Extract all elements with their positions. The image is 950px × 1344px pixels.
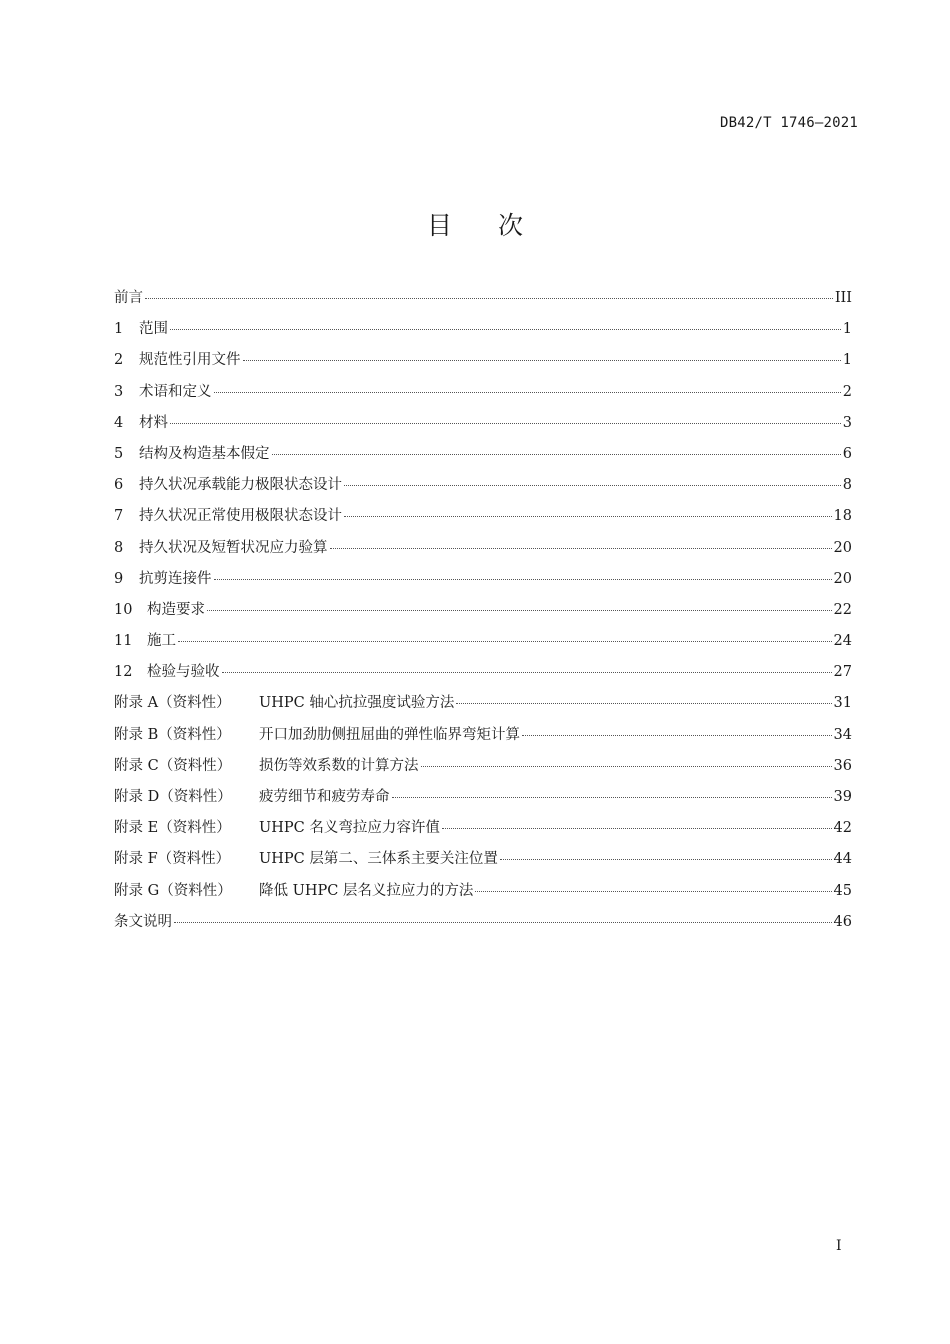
toc-entry-number: 4 [114, 414, 124, 431]
toc-entry-number: 附录 G（资料性） [114, 882, 232, 899]
toc-entry-text: 结构及构造基本假定 [139, 445, 270, 462]
toc-leader-dots [344, 516, 832, 517]
toc-entry-number: 3 [114, 383, 124, 400]
toc-entry-text: 持久状况正常使用极限状态设计 [139, 508, 342, 525]
toc-entry-number: 1 [114, 321, 124, 338]
toc-entry-number: 附录 E（资料性） [114, 820, 231, 837]
toc-entry-number: 8 [114, 539, 124, 556]
toc-entry-explanation[interactable] [114, 910, 852, 941]
toc-entry-text: 开口加劲肋侧扭屈曲的弹性临界弯矩计算 [259, 726, 520, 743]
toc-entry-foreword[interactable] [114, 286, 852, 317]
toc-leader-dots [243, 360, 841, 361]
toc-entry-text: 规范性引用文件 [139, 352, 241, 369]
toc-leader-dots [344, 485, 841, 486]
toc-entry-7[interactable] [114, 504, 852, 535]
toc-entry-page: 20 [833, 539, 852, 556]
toc-entry-text: 抗剪连接件 [139, 570, 212, 587]
toc-entry-text: 检验与验收 [147, 664, 220, 681]
toc-entry-page: 20 [833, 570, 852, 587]
toc-entry-page: 1 [842, 352, 852, 369]
toc-entry-3[interactable] [114, 380, 852, 411]
toc-entry-page: 22 [833, 601, 852, 618]
toc-title-char-2: 次 [498, 211, 524, 240]
toc-entry-text: 损伤等效系数的计算方法 [259, 757, 419, 774]
toc-entry-text: 施工 [147, 633, 176, 650]
toc-entry-page: 8 [842, 477, 852, 494]
toc-entry-page: III [834, 290, 852, 306]
toc-entry-appendix-c[interactable] [114, 754, 852, 785]
toc-leader-dots [207, 610, 832, 611]
toc-entry-page: 46 [833, 913, 852, 930]
toc-entry-number: 5 [114, 445, 124, 462]
toc-entry-1[interactable] [114, 317, 852, 348]
toc-entry-page: 2 [842, 383, 852, 400]
toc-entry-11[interactable] [114, 629, 852, 660]
toc-entry-page: 18 [833, 508, 852, 525]
toc-entry-appendix-e[interactable] [114, 816, 852, 847]
toc-title [0, 206, 950, 242]
toc-entry-number: 附录 C（资料性） [114, 757, 232, 774]
toc-leader-dots [456, 703, 831, 704]
toc-entry-text: 前言 [114, 290, 143, 306]
toc-entry-number: 附录 D（资料性） [114, 789, 232, 805]
toc-entry-text: 持久状况及短暂状况应力验算 [139, 539, 328, 556]
toc-leader-dots [170, 329, 841, 330]
toc-entry-number: 附录 A（资料性） [114, 695, 231, 712]
toc-entry-2[interactable] [114, 348, 852, 379]
toc-entry-number: 11 [114, 633, 133, 650]
toc-leader-dots [421, 766, 832, 767]
toc-entry-page: 34 [833, 726, 852, 743]
toc-leader-dots [272, 454, 841, 455]
toc-entry-page: 31 [833, 695, 852, 712]
toc-entry-page: 36 [833, 757, 852, 774]
toc-entry-9[interactable] [114, 567, 852, 598]
toc-leader-dots [500, 859, 832, 860]
toc-entry-number: 10 [114, 601, 133, 618]
toc-entry-appendix-f[interactable] [114, 847, 852, 878]
toc-leader-dots [475, 891, 831, 892]
toc-leader-dots [174, 922, 832, 923]
toc-entry-page: 6 [842, 445, 852, 462]
toc-entry-text: 条文说明 [114, 913, 172, 930]
document-code: DB42/T 1746—2021 [719, 115, 858, 131]
toc-leader-dots [522, 735, 832, 736]
toc-entry-text: 术语和定义 [139, 383, 212, 400]
toc-entry-appendix-a[interactable] [114, 691, 852, 722]
toc-entry-appendix-b[interactable] [114, 723, 852, 754]
toc-entry-text: UHPC 名义弯拉应力容许值 [259, 820, 440, 837]
toc-leader-dots [170, 423, 841, 424]
toc-leader-dots [392, 797, 832, 798]
toc-entry-6[interactable] [114, 473, 852, 504]
toc-entry-5[interactable] [114, 442, 852, 473]
toc-entry-page: 39 [833, 789, 852, 805]
toc-entry-12[interactable] [114, 660, 852, 691]
toc-entry-page: 24 [833, 633, 852, 650]
toc-entry-number: 附录 B（资料性） [114, 726, 231, 743]
table-of-contents [114, 286, 852, 941]
toc-entry-text: 疲劳细节和疲劳寿命 [259, 789, 390, 805]
toc-leader-dots [145, 298, 833, 299]
page-number: I [836, 1238, 842, 1254]
toc-entry-appendix-g[interactable] [114, 879, 852, 910]
toc-entry-page: 27 [833, 664, 852, 681]
toc-leader-dots [178, 641, 832, 642]
toc-entry-page: 1 [842, 321, 852, 338]
toc-leader-dots [442, 828, 832, 829]
toc-entry-text: UHPC 轴心抗拉强度试验方法 [259, 695, 455, 712]
toc-entry-number: 6 [114, 477, 124, 494]
toc-entry-text: 降低 UHPC 层名义拉应力的方法 [259, 882, 474, 899]
toc-entry-number: 7 [114, 508, 124, 525]
toc-entry-number: 附录 F（资料性） [114, 851, 231, 868]
toc-leader-dots [214, 579, 832, 580]
toc-leader-dots [222, 672, 832, 673]
toc-leader-dots [214, 392, 841, 393]
toc-title-char-1: 目 [426, 211, 452, 240]
toc-entry-text: 材料 [139, 414, 168, 431]
toc-entry-8[interactable] [114, 536, 852, 567]
toc-entry-page: 45 [833, 882, 852, 899]
toc-entry-text: 构造要求 [147, 601, 205, 618]
toc-entry-page: 44 [833, 851, 852, 868]
toc-entry-page: 3 [842, 414, 852, 431]
toc-entry-text: UHPC 层第二、三体系主要关注位置 [259, 851, 498, 868]
toc-entry-4[interactable] [114, 411, 852, 442]
toc-entry-10[interactable] [114, 598, 852, 629]
toc-entry-number: 2 [114, 352, 124, 369]
toc-entry-text: 范围 [139, 321, 168, 338]
toc-entry-page: 42 [833, 820, 852, 837]
toc-leader-dots [330, 548, 832, 549]
toc-entry-number: 12 [114, 664, 133, 681]
toc-entry-text: 持久状况承载能力极限状态设计 [139, 477, 342, 494]
toc-entry-number: 9 [114, 570, 124, 587]
toc-entry-appendix-d[interactable] [114, 785, 852, 816]
